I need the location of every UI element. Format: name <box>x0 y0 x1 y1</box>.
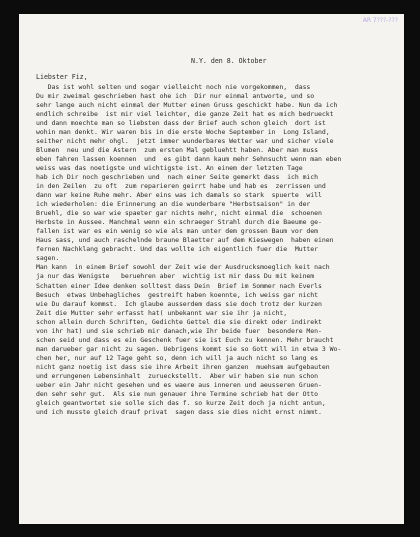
letter-line: von ihr hat) und sie schrieb mir danach,wie Ihr beide fuer besondere Men- <box>36 326 322 335</box>
letter-body <box>36 83 398 418</box>
letter-line: eben fahren lassen koennen und es gibt dann kaum mehr Sehnsucht wenn man eben <box>36 154 342 163</box>
letter-line: ja nur das Wenigste beruehren aber wichtig ist mir dass Du mit keinem <box>36 272 315 281</box>
letter-line: ich wiederholen: die Erinnerung an die wunderbare "Herbstsaison" in der <box>36 200 311 209</box>
letter-line: den sehr sehr gut. Als sie nun genauer ihre Termine schrieb hat der Otto <box>36 390 319 399</box>
letter-line: schen seid und dass es ein Geschenk fuer sie ist Euch zu kennen. Mehr braucht <box>36 335 334 344</box>
letter-line: Das ist wohl selten und sogar vielleicht noch nie vorgekommen, dass <box>36 82 311 91</box>
letter-line: und ich musste gleich drauf privat sagen dass sie dies nicht ernst nimmt. <box>36 408 322 417</box>
letter-line: und errungenen Lebensinhalt zurueckstellt. Aber wir haben sie nun schon <box>36 372 319 380</box>
letter-line: man darueber gar nicht zu sagen. Uebrigens kommt sie so Gott will in etwa 3 Wo- <box>36 344 342 353</box>
letter-salutation: Liebster Fiz, <box>36 73 88 81</box>
letter-line: dann war keine Ruhe mehr. Aber eins was ich damals so stark spuerte will <box>36 191 322 200</box>
letter-line: endlich schreibe ist mir viel leichter, die ganze Zeit hat es mich bedrueckt <box>36 109 334 118</box>
letter-line: sehr lange auch nicht einmal der Mutter einen Gruss geschickt habe. Nun da ich <box>36 100 338 109</box>
letter-line: nicht ganz noetig ist dass sie ihre Arbeit ihren ganzen muehsam aufgebauten <box>36 362 330 371</box>
letter-line: weiss was das noetigste und wichtigste ist. An einem der letzten Tage <box>36 163 303 172</box>
letter-line: Besuch etwas Unbehagliches gestreift haben koennte, ich weiss gar nicht <box>36 290 319 299</box>
letter-line: schon allein durch Schriften, Gedichte Gettel die sie direkt oder indirekt <box>36 317 322 326</box>
letter-line: ueber ein Jahr nicht gesehen und es waere aus inneren und aeusseren Gruen- <box>36 381 322 390</box>
letter-line: wie Du darauf kommst. Ich glaube ausserdem dass sie doch trotz der kurzen <box>36 299 322 308</box>
letter-date: N.Y. den 8. Oktober <box>191 57 267 65</box>
letter-page <box>19 14 404 524</box>
letter-line: Haus sass, und auch raschelnde braune Blaetter auf dem Kieswegen haben einen <box>36 236 334 245</box>
letter-line: in den Zeilen zu oft zum reparieren geirrt habe und hab es zerrissen und <box>36 182 326 191</box>
letter-line: sagen. <box>36 254 60 263</box>
letter-line: Du mir zweimal geschrieben hast ohe ich Dir nur einmal antworte, und so <box>36 91 315 100</box>
letter-line: gleich geantwortet sie solle sich das f. so kurze Zeit doch ja nicht antun, <box>36 399 326 408</box>
letter-line: Zeit die Mutter sehr erfasst hat( unbekannt war sie ihr ja nicht, <box>36 308 288 317</box>
letter-line: fallen ist war es ein wenig so wie als man unter dem grossen Baum vor dem <box>36 227 319 236</box>
letter-line: Bruehl, die so war wie spaeter gar nichts mehr, nicht einmal die schoenen <box>36 209 322 218</box>
letter-line: und dann moechte man so liebsten dass der Brief auch schon gleich dort ist <box>36 118 326 127</box>
letter-line: hab ich Dir noch geschrieben und nach einer Seite gemerkt dass ich mich <box>36 172 319 181</box>
letter-line: Schatten einer Idee denken solltest dass Dein Brief im Sommer nach Everls <box>36 281 322 290</box>
letter-line: fernen Nachklang gebracht. Und das wollte ich eigentlich fuer die Mutter <box>36 245 319 254</box>
letter-line: Man kann in einem Brief sowohl der Zeit wie der Ausdrucksmoeglich keit nach <box>36 263 330 272</box>
letter-line: wohin man denkt. Wir waren bis in die erste Woche September in Long Island, <box>36 127 330 136</box>
letter-line: seither nicht mehr ohgl. jetzt immer wunderbares Wetter war und sicher viele <box>36 136 334 145</box>
archive-reference-mark: AR 7???-??? <box>362 17 398 24</box>
letter-line: Herbste in Aussee. Manchmal wenn ein schraeger Strahl durch die Baeume ge- <box>36 218 322 227</box>
letter-line: chen her, nur auf 12 Tage geht so, denn ich will ja auch nicht so lang es <box>36 353 319 362</box>
letter-line: Blumen neu und die Astern zum ersten Mal gebluehtt haben. Aber man muss <box>36 145 319 154</box>
